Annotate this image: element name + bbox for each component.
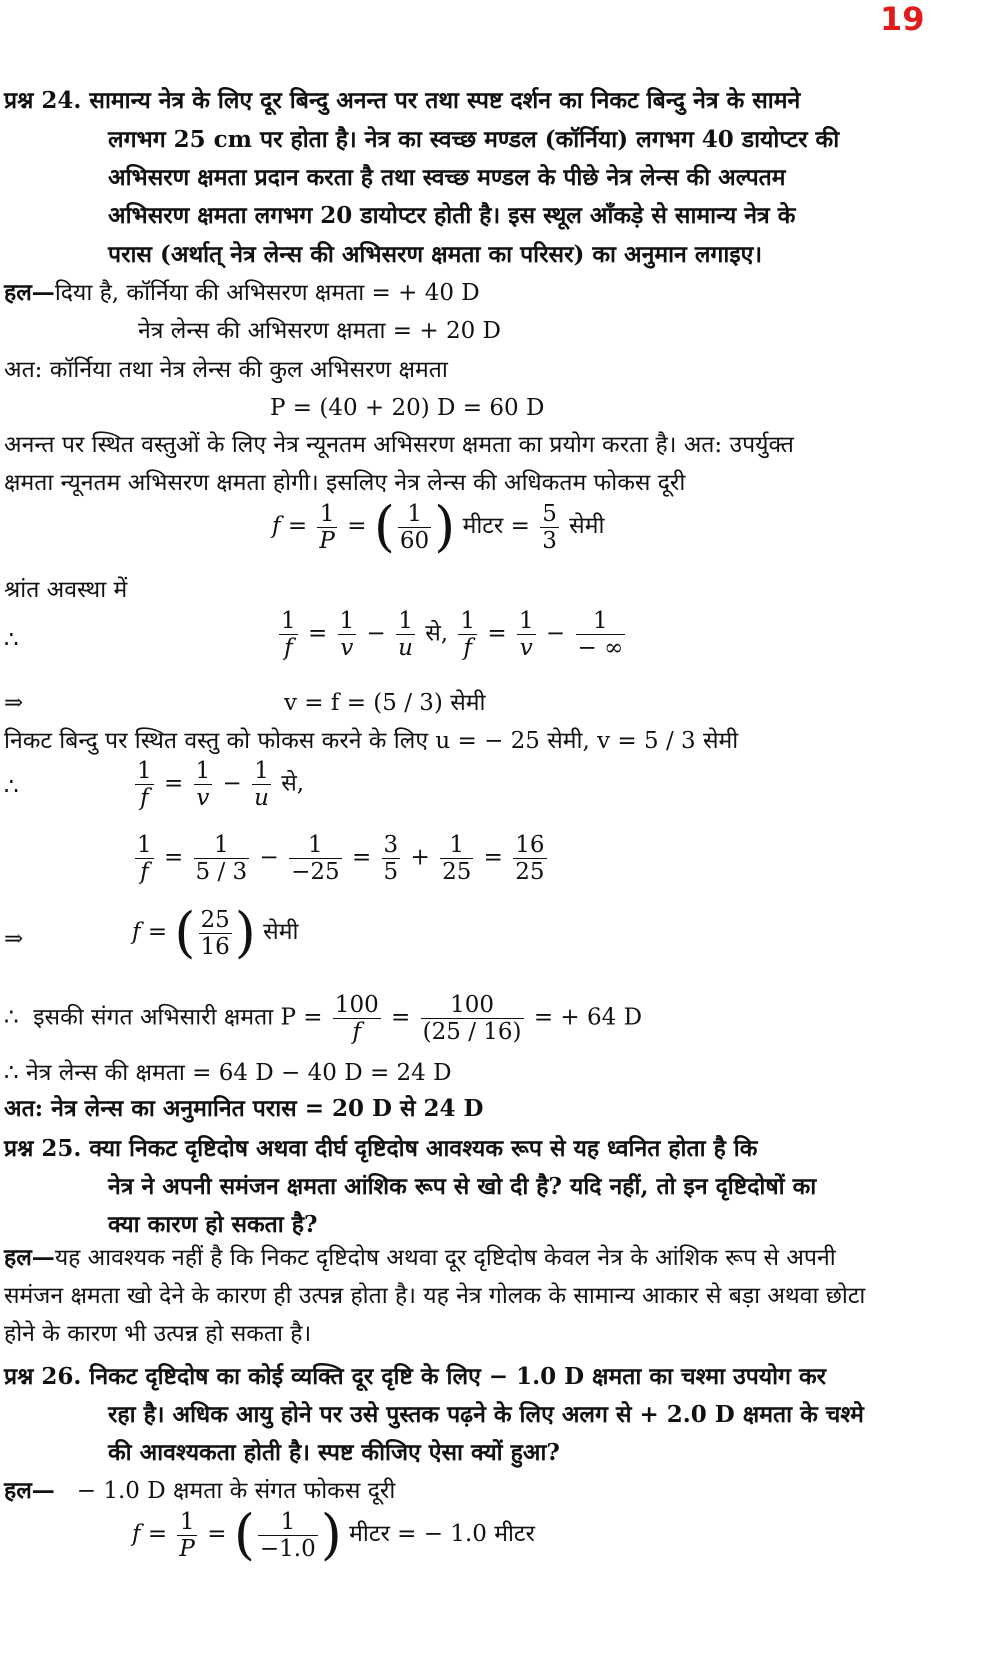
q26-line-3: की आवश्यकता होती है। स्पष्ट कीजिए ऐसा क्यों हुआ?: [108, 1439, 560, 1466]
sol24-lens-formula-infinity: $\frac{1}{f}$ = $\frac{1}{v}$ − $\frac{1}{u}$ से, $\frac{1}{f}$ = $\frac{1}{v}$ − $\frac{1}{- \infty}$: [281, 608, 624, 661]
sol24-given-1: हल—दिया है, कॉर्निया की अभिसरण क्षमता = + 40 D: [4, 279, 480, 306]
sol24-given-2: नेत्र लेन्स की अभिसरण क्षमता = + 20 D: [138, 318, 501, 344]
sol24-range: अत: नेत्र लेन्स का अनुमानित परास = 20 D से 24 D: [4, 1095, 484, 1122]
page-number: 19: [880, 0, 925, 38]
q25-line-3: क्या कारण हो सकता है?: [108, 1211, 318, 1238]
q24-line-1: प्रश्न 24. सामान्य नेत्र के लिए दूर बिन्दु अनन्त पर तथा स्पष्ट दर्शन का निकट बिन्दु नेत्र के सामने: [4, 87, 801, 114]
q24-line-5: परास (अर्थात् नेत्र लेन्स की अभिसरण क्षमता का परिसर) का अनुमान लगाइए।: [108, 241, 763, 268]
q25-label: प्रश्न 25.: [4, 1135, 82, 1162]
q24-line-4: अभिसरण क्षमता लगभग 20 डायोप्टर होती है। इस स्थूल आँकड़े से सामान्य नेत्र के: [108, 202, 796, 229]
sol24-para-2: क्षमता न्यूनतम अभिसरण क्षमता होगी। इसलिए नेत्र लेन्स की अधिकतम फोकस दूरी: [4, 470, 686, 496]
sol25-line-2: समंजन क्षमता खो देने के कारण ही उत्पन्न होता है। यह नेत्र गोलक के सामान्य आकार से बड़ा अथवा छोटा: [4, 1283, 866, 1309]
q26-label: प्रश्न 26.: [4, 1363, 82, 1390]
sol24-power-value: ∴ इसकी संगत अभिसारी क्षमता P = $\frac{100}{f}$ = $\frac{100}{(25 / 16)}$ = + 64 D: [4, 992, 643, 1045]
q24-line-3: अभिसरण क्षमता प्रदान करता है तथा स्वच्छ मण्डल के पीछे नेत्र लेन्स की अल्पतम: [108, 164, 786, 191]
sol24-v-equation: v = f = (5 / 3) सेमी: [284, 690, 486, 716]
implies-symbol-2: ⇒: [4, 926, 24, 952]
sol24-substitution: $\frac{1}{f}$ = $\frac{1}{5 / 3}$ − $\frac{1}{-25}$ = $\frac{3}{5}$ + $\frac{1}{25}$ = $\frac{16}{25}$: [137, 832, 545, 885]
sol24-para-1: अनन्त पर स्थित वस्तुओं के लिए नेत्र न्यूनतम अभिसरण क्षमता का प्रयोग करता है। अत: उपर्युक्त: [4, 432, 794, 458]
q24-line-2: लगभग 25 cm पर होता है। नेत्र का स्वच्छ मण्डल (कॉर्निया) लगभग 40 डायोप्टर की: [108, 126, 840, 153]
q25-line-2: नेत्र ने अपनी समंजन क्षमता आंशिक रूप से खो दी है? यदि नहीं, तो इन दृष्टिदोषों का: [108, 1173, 817, 1200]
sol24-lens-power: ∴ नेत्र लेन्स की क्षमता = 64 D − 40 D = 24 D: [4, 1060, 452, 1086]
sol24-power-equation: P = (40 + 20) D = 60 D: [270, 395, 545, 421]
sol26-line-1: हल— − 1.0 D क्षमता के संगत फोकस दूरी: [4, 1477, 396, 1504]
sol24-relaxed: श्रांत अवस्था में: [4, 577, 128, 603]
q25-line-1: प्रश्न 25. क्या निकट दृष्टिदोष अथवा दीर्घ दृष्टिदोष आवश्यक रूप से यह ध्वनित होता है कि: [4, 1135, 758, 1162]
sol24-total-text: अत: कॉर्निया तथा नेत्र लेन्स की कुल अभिसरण क्षमता: [4, 357, 448, 383]
sol25-line-3: होने के कारण भी उत्पन्न हो सकता है।: [4, 1321, 312, 1347]
q26-line-2: रहा है। अधिक आयु होने पर उसे पुस्तक पढ़ने के लिए अलग से + 2.0 D क्षमता के चश्मे: [108, 1401, 864, 1428]
sol24-f-value: f = ( $\frac{25}{16}$ ) सेमी: [132, 901, 299, 964]
therefore-symbol-2: ∴: [4, 774, 19, 800]
sol24-lens-formula: $\frac{1}{f}$ = $\frac{1}{v}$ − $\frac{1}{u}$ से,: [137, 758, 305, 811]
sol24-near-point: निकट बिन्दु पर स्थित वस्तु को फोकस करने के लिए u = − 25 सेमी, v = 5 / 3 सेमी: [4, 728, 739, 754]
therefore-symbol-1: ∴: [4, 627, 19, 653]
implies-symbol-1: ⇒: [4, 690, 24, 716]
q24-label: प्रश्न 24.: [4, 87, 82, 114]
sol26-focal-equation: f = $\frac{1}{P}$ = ( $\frac{1}{-1.0}$ ) मीटर = − 1.0 मीटर: [132, 1503, 535, 1566]
q26-line-1: प्रश्न 26. निकट दृष्टिदोष का कोई व्यक्ति दूर दृष्टि के लिए − 1.0 D क्षमता का चश्मा उपयोग कर: [4, 1363, 827, 1390]
sol24-focal-equation: f = $\frac{1}{P}$ = ( $\frac{1}{60}$ ) मीटर = $\frac{5}{3}$ सेमी: [272, 495, 605, 558]
sol25-line-1: हल—यह आवश्यक नहीं है कि निकट दृष्टिदोष अथवा दूर दृष्टिदोष केवल नेत्र के आंशिक रूप से अपनी: [4, 1244, 836, 1271]
